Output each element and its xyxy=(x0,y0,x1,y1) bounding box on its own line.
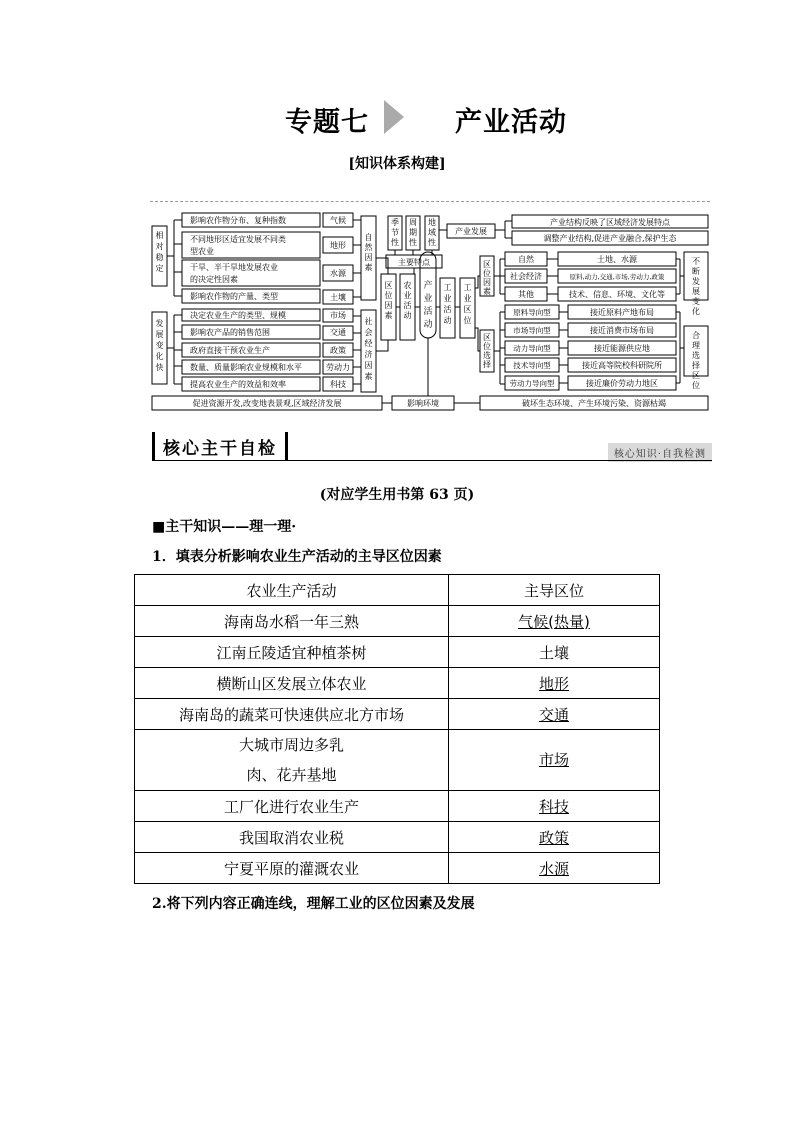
section-tag: 核心知识·自我检测 xyxy=(608,443,712,462)
industry-note: 调整产业结构,促进产业融合,保护生态 xyxy=(543,234,677,243)
page-title xyxy=(0,98,794,138)
factor-cell xyxy=(449,699,660,730)
activity-line-1: 大城市周边多乳 xyxy=(238,736,344,754)
table-row xyxy=(135,791,660,822)
table-row xyxy=(135,699,660,730)
title-arrow-icon xyxy=(384,100,404,134)
industry-factor-detail: 原料,动力,交通,市场,劳动力,政策 xyxy=(569,273,665,281)
industry-factor-type: 社会经济 xyxy=(510,272,542,281)
industry-factor-label: 区位因素 xyxy=(483,260,491,296)
feature-label: 周期性 xyxy=(409,218,417,247)
table-row xyxy=(135,822,660,853)
factor-answer: 交通 xyxy=(538,705,569,724)
activity-cell: 江南丘陵适宜种植茶树 xyxy=(135,637,449,668)
activity-line-2: 肉、花卉基地 xyxy=(246,766,337,784)
ag-location-label: 区位因素 xyxy=(384,281,393,320)
factor-answer: 气候(热量) xyxy=(518,612,590,631)
topic-number: 专题七 xyxy=(285,107,369,138)
table-header-row xyxy=(135,575,660,606)
factor-answer: 地形 xyxy=(538,674,569,693)
industry-choice-detail: 接近廉价劳动力地区 xyxy=(586,379,658,388)
socio-item-text: 政府直接干预农业生产 xyxy=(190,346,270,355)
industry-choice-type: 市场导向型 xyxy=(513,326,551,335)
header-activity: 农业生产活动 xyxy=(135,575,449,606)
socio-factor: 政策 xyxy=(330,346,346,355)
center-label: 产业活动 xyxy=(423,281,433,330)
natural-item-text: 影响农作物的产量、类型 xyxy=(190,292,278,301)
natural-item-text: 型农业 xyxy=(190,247,214,256)
activity-cell: 宁夏平原的灌溉农业 xyxy=(135,853,449,884)
natural-item-text: 不同地形区适宜发展不同类 xyxy=(190,235,286,244)
natural-factor: 水源 xyxy=(330,269,346,278)
activity-cell: 海南岛水稻一年三熟 xyxy=(135,606,449,637)
industry-choice-type: 劳动力导向型 xyxy=(509,379,555,388)
industry-factor-type: 自然 xyxy=(518,255,534,264)
industry-choice-type: 动力导向型 xyxy=(513,344,551,353)
natural-item-text: 干旱、半干旱地发展农业 xyxy=(190,263,278,272)
industry-choice-detail: 接近原料产地布局 xyxy=(590,308,654,317)
activity-cell: 我国取消农业税 xyxy=(135,822,449,853)
activity-cell: 横断山区发展立体农业 xyxy=(135,668,449,699)
socio-item-text: 影响农产品的销售范围 xyxy=(190,328,270,337)
factor-cell xyxy=(449,606,660,637)
subtitle: [知识体系构建] xyxy=(348,156,446,172)
factor-cell xyxy=(449,822,660,853)
table-row xyxy=(135,853,660,884)
industry-note: 产业结构反映了区域经济发展特点 xyxy=(550,218,670,227)
dashed-divider xyxy=(150,201,710,202)
main-features-label: 主要特点 xyxy=(398,258,430,267)
natural-item-text: 影响农作物分布、复种指数 xyxy=(190,216,286,225)
socio-factor: 市场 xyxy=(330,311,346,320)
factor-cell xyxy=(449,791,660,822)
industry-choice-type: 技术导向型 xyxy=(513,361,551,370)
industry-activity-label: 工业活动 xyxy=(443,283,452,325)
industry-factor-type: 其他 xyxy=(518,290,534,299)
socio-item-text: 提高农业生产的效益和效率 xyxy=(190,380,286,389)
socio-item-text: 决定农业生产的类型、规模 xyxy=(190,311,286,320)
factor-cell xyxy=(449,730,660,791)
heading-question-1: 1．填表分析影响农业生产活动的主导区位因素 xyxy=(152,549,442,565)
bottom-middle-text: 影响环境 xyxy=(407,399,439,408)
activity-cell xyxy=(135,730,449,791)
feature-label: 季节性 xyxy=(391,218,399,247)
ag-activity-label: 农业活动 xyxy=(403,281,412,320)
socio-factor-label: 社会经济因素 xyxy=(364,317,373,381)
section-header xyxy=(152,430,712,462)
activity-cell: 工厂化进行农业生产 xyxy=(135,791,449,822)
reasonable-choice-label: 合理选择区位 xyxy=(692,331,700,390)
industry-choice-detail: 接近高等院校科研院所 xyxy=(582,361,662,370)
stable-group-label: 相对稳定 xyxy=(155,231,164,273)
industry-choice-type: 原料导向型 xyxy=(513,308,551,317)
factor-answer: 市场 xyxy=(538,751,569,769)
factor-answer: 科技 xyxy=(538,797,569,816)
industry-choice-detail: 接近消费市场布局 xyxy=(590,326,654,335)
socio-factor: 交通 xyxy=(330,328,346,337)
industry-location-label: 工业区位 xyxy=(463,283,472,325)
table-row xyxy=(135,606,660,637)
natural-factor-label: 自然因素 xyxy=(364,233,373,272)
natural-factor: 地形 xyxy=(330,241,346,250)
socio-factor: 科技 xyxy=(330,380,346,389)
natural-factor: 气候 xyxy=(330,216,346,225)
industry-choice-label: 区位选择 xyxy=(483,333,491,369)
factor-cell xyxy=(449,637,660,668)
change-group-label: 发展变化快 xyxy=(155,319,164,372)
continuous-change-label: 不断发展变化 xyxy=(692,257,700,316)
heading-question-2: 2.将下列内容正确连线，理解工业的区位因素及发展 xyxy=(152,896,475,912)
bottom-right-text: 破坏生态环境、产生环境污染、资源枯竭 xyxy=(522,399,666,408)
table-row xyxy=(135,637,660,668)
activity-cell: 海南岛的蔬菜可快速供应北方市场 xyxy=(135,699,449,730)
socio-item-text: 数量、质量影响农业规模和水平 xyxy=(190,363,302,372)
bottom-left-text: 促进资源开发,改变地表景观,区域经济发展 xyxy=(192,399,342,408)
knowledge-diagram xyxy=(150,208,710,414)
factor-answer: 水源 xyxy=(538,859,569,878)
industry-factor-detail: 技术、信息、环境、文化等 xyxy=(569,290,665,299)
feature-label: 地域性 xyxy=(428,218,436,247)
agriculture-factor-table xyxy=(134,574,660,884)
page-reference: (对应学生用书第 63 页) xyxy=(319,487,475,503)
heading-main-knowledge: ■主干知识——理一理· xyxy=(152,519,297,535)
factor-answer: 土壤 xyxy=(538,643,569,662)
factor-cell xyxy=(449,853,660,884)
natural-factor: 土壤 xyxy=(330,293,346,302)
topic-name: 产业活动 xyxy=(455,107,567,138)
industry-factor-detail: 土地、水源 xyxy=(597,255,637,264)
natural-item-text: 的决定性因素 xyxy=(190,275,238,284)
socio-factor: 劳动力 xyxy=(326,363,350,372)
table-row xyxy=(135,730,660,791)
industry-choice-detail: 接近能源供应地 xyxy=(594,344,650,353)
section-heading: 核心主干自检 xyxy=(152,432,288,461)
table-row xyxy=(135,668,660,699)
factor-answer: 政策 xyxy=(538,828,569,847)
industry-development-label: 产业发展 xyxy=(455,227,487,236)
header-factor: 主导区位 xyxy=(449,575,660,606)
factor-cell xyxy=(449,668,660,699)
section-underline xyxy=(152,460,712,461)
